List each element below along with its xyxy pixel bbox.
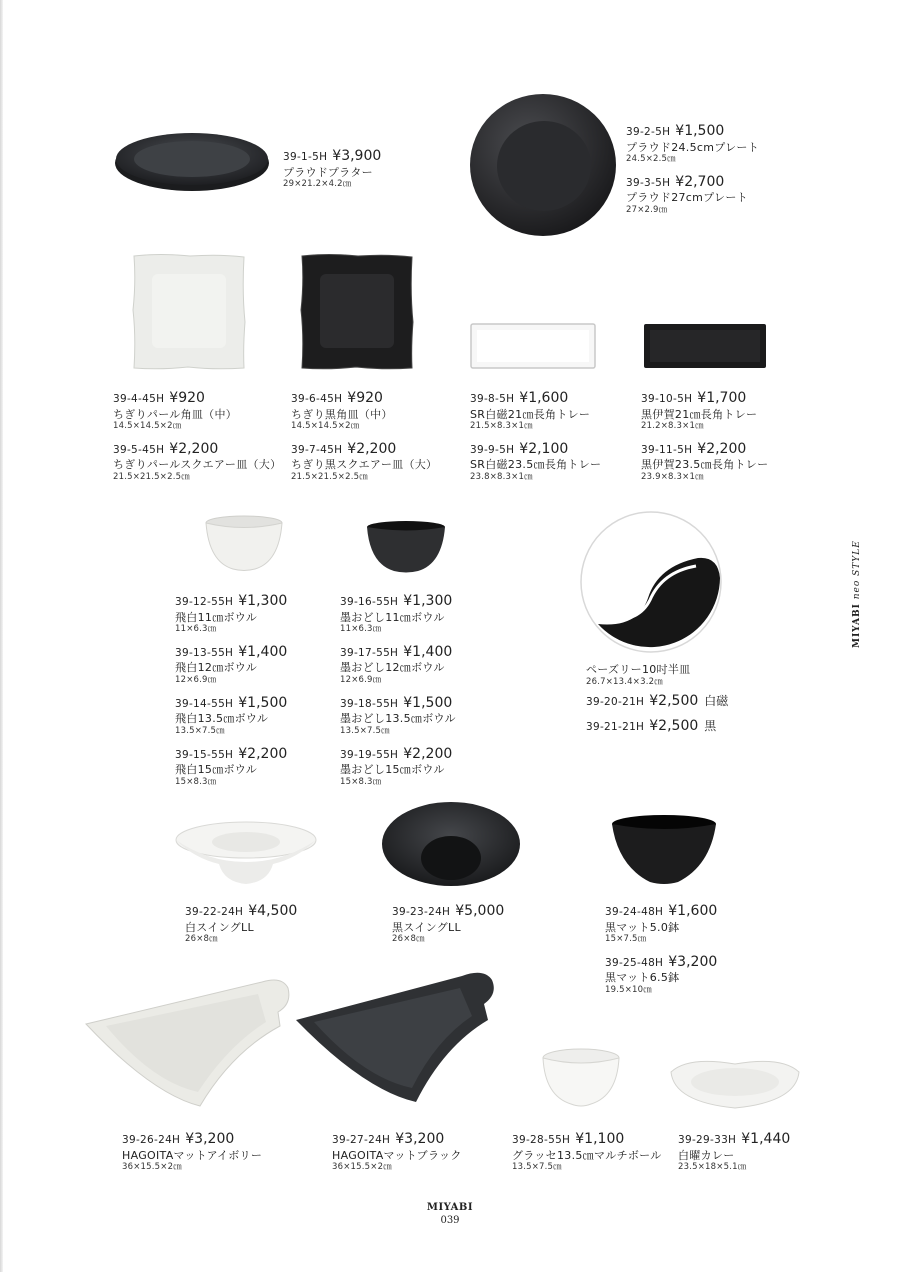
product-dimensions: 26.7×13.4×3.2㎝	[586, 676, 663, 687]
product-39-27-24H	[332, 1128, 462, 1173]
product-code: 39-17-55H	[340, 646, 399, 659]
product-price: ¥2,200	[347, 440, 397, 457]
product-code: 39-27-24H	[332, 1134, 391, 1146]
black-swing-image	[380, 800, 522, 892]
product-dimensions: 13.5×7.5㎝	[340, 726, 390, 736]
product-dimensions: 15×7.5㎝	[605, 934, 647, 945]
product-39-29-33H	[678, 1128, 790, 1173]
product-price: ¥920	[169, 390, 205, 406]
product-price: ¥1,400	[403, 643, 453, 660]
product-name: プラウド24.5cmプレート	[626, 140, 760, 154]
product-name: ちぎり黒スクエアー皿（大）	[291, 458, 438, 472]
product-code: 39-23-24H	[392, 906, 451, 918]
product-dimensions: 15×8.3㎝	[175, 776, 217, 787]
product-price: ¥2,200	[403, 745, 453, 762]
white-swing-image	[174, 818, 318, 886]
product-color: 白磁	[704, 694, 729, 709]
product-name: 白スイングLL	[185, 920, 254, 934]
paisley-half-plate-image	[578, 508, 724, 656]
product-code: 39-1-5H	[283, 151, 328, 163]
product-name: 黒マット6.5鉢	[605, 971, 680, 985]
product-price: ¥5,000	[455, 903, 505, 919]
product-code: 39-4-45H	[113, 393, 165, 405]
product-name: HAGOITAマットアイボリー	[122, 1148, 263, 1162]
product-39-23-24H	[392, 900, 504, 945]
product-code: 39-26-24H	[122, 1134, 181, 1146]
side-series-label	[852, 540, 862, 648]
product-name: グラッセ13.5㎝マルチボール	[512, 1148, 662, 1162]
product-dimensions: 21.5×21.5×2.5㎝	[113, 472, 190, 483]
product-group-proud-plates	[626, 120, 759, 216]
product-dimensions: 21.5×21.5×2.5㎝	[291, 472, 368, 483]
product-dimensions: 27×2.9㎝	[626, 205, 668, 216]
product-dimensions: 23.8×8.3×1㎝	[470, 472, 533, 483]
product-name: ちぎりパール角皿（中）	[113, 407, 238, 421]
black-matte-bowl-image	[610, 814, 718, 886]
product-group-sr-white-trays	[470, 387, 601, 483]
product-dimensions: 21.2×8.3×1㎝	[641, 421, 704, 432]
chigiri-black-square-plate-image	[298, 252, 416, 372]
product-dimensions: 23.5×18×5.1㎝	[678, 1162, 747, 1173]
product-name: 墨おどし11㎝ボウル	[340, 610, 445, 624]
product-price: ¥4,500	[248, 903, 298, 919]
product-code: 39-13-55H	[175, 646, 234, 659]
page-number: 039	[440, 1215, 460, 1226]
product-price: ¥2,700	[675, 173, 725, 190]
product-name: ペーズリー10吋半皿	[586, 663, 691, 676]
product-price: ¥3,200	[395, 1131, 445, 1147]
binding-edge	[0, 0, 3, 1272]
product-dimensions: 29×21.2×4.2㎝	[283, 179, 352, 190]
product-code: 39-2-5H	[626, 126, 671, 138]
product-name: 黒スイングLL	[392, 920, 461, 934]
product-color: 黒	[704, 718, 717, 733]
product-price: ¥1,600	[519, 390, 569, 406]
sr-white-long-tray-image	[469, 322, 597, 370]
product-code: 39-19-55H	[340, 748, 399, 761]
product-code: 39-7-45H	[291, 443, 343, 456]
product-name: 墨おどし12㎝ボウル	[340, 661, 445, 675]
product-price: ¥1,500	[238, 694, 288, 711]
product-code: 39-8-5H	[470, 393, 515, 405]
product-code: 39-24-48H	[605, 906, 664, 918]
product-name: 墨おどし13.5㎝ボウル	[340, 712, 456, 726]
product-39-22-24H	[185, 900, 297, 945]
product-name: プラウド27cmプレート	[626, 191, 748, 205]
product-group-chigiri-black	[291, 387, 437, 483]
product-dimensions: 13.5×7.5㎝	[512, 1162, 562, 1173]
product-code: 39-16-55H	[340, 596, 399, 608]
product-dimensions: 11×6.3㎝	[340, 624, 382, 635]
product-price: ¥2,100	[519, 440, 569, 457]
product-price: ¥2,200	[697, 440, 747, 457]
product-dimensions: 11×6.3㎝	[175, 624, 217, 635]
side-brand: MIYABI	[852, 603, 862, 648]
product-code: 39-18-55H	[340, 697, 399, 710]
product-group-black-matte-bowls	[605, 900, 717, 996]
product-code: 39-29-33H	[678, 1134, 737, 1146]
product-code: 39-11-5H	[641, 443, 693, 456]
product-dimensions: 21.5×8.3×1㎝	[470, 421, 533, 432]
product-dimensions: 24.5×2.5㎝	[626, 154, 676, 165]
product-name: 黒マット5.0鉢	[605, 920, 680, 934]
product-dimensions: 14.5×14.5×2㎝	[291, 421, 360, 432]
product-dimensions: 23.9×8.3×1㎝	[641, 472, 704, 483]
product-price: ¥1,700	[697, 390, 747, 406]
product-price: ¥920	[347, 390, 383, 406]
product-price: ¥1,300	[238, 593, 288, 609]
product-price: ¥1,400	[238, 643, 288, 660]
proud-platter-image	[112, 128, 272, 194]
product-dimensions: 36×15.5×2㎝	[332, 1162, 392, 1173]
product-name: 黒伊賀23.5㎝長角トレー	[641, 458, 769, 472]
product-name: 飛白11㎝ボウル	[175, 610, 258, 624]
product-name: SR白磁23.5㎝長角トレー	[470, 458, 602, 472]
footer-brand: MIYABI	[426, 1202, 474, 1213]
product-code: 39-20-21H	[586, 696, 645, 709]
proud-plate-image	[468, 92, 618, 238]
product-code: 39-12-55H	[175, 596, 234, 608]
product-dimensions: 12×6.9㎝	[175, 675, 217, 686]
product-name: 飛白15㎝ボウル	[175, 763, 258, 777]
product-dimensions: 13.5×7.5㎝	[175, 726, 225, 736]
product-name: 白曜カレー	[678, 1148, 735, 1162]
product-code: 39-14-55H	[175, 697, 234, 710]
product-group-paisley	[586, 663, 728, 735]
product-name: 飛白13.5㎝ボウル	[175, 712, 269, 726]
product-price: ¥3,200	[185, 1131, 235, 1147]
product-group-kuro-iga-trays	[641, 387, 768, 483]
product-price: ¥2,500	[649, 693, 699, 710]
product-code: 39-10-5H	[641, 393, 693, 405]
product-price: ¥2,500	[649, 717, 699, 734]
product-price: ¥1,500	[675, 123, 725, 139]
product-code: 39-15-55H	[175, 748, 234, 761]
product-price: ¥2,200	[169, 440, 219, 457]
product-group-hihaku-bowls	[175, 590, 287, 788]
product-price: ¥1,300	[403, 593, 453, 609]
hakuyo-curry-plate-image	[668, 1054, 802, 1110]
product-code: 39-25-48H	[605, 956, 664, 969]
chigiri-pearl-square-plate-image	[130, 252, 248, 372]
product-code: 39-5-45H	[113, 443, 165, 456]
product-price: ¥1,600	[668, 903, 718, 919]
hihaku-bowl-image	[203, 514, 285, 572]
product-price: ¥1,100	[575, 1131, 625, 1147]
product-code: 39-22-24H	[185, 906, 244, 918]
product-group-sumi-odoshi-bowls	[340, 590, 456, 788]
product-code: 39-3-5H	[626, 176, 671, 189]
product-price: ¥1,440	[741, 1131, 791, 1147]
hagoita-black-image	[294, 970, 506, 1104]
product-price: ¥2,200	[238, 745, 288, 762]
product-39-26-24H	[122, 1128, 262, 1173]
product-code: 39-28-55H	[512, 1134, 571, 1146]
side-series: neo STYLE	[852, 540, 862, 600]
product-name: 黒伊賀21㎝長角トレー	[641, 407, 758, 421]
product-price: ¥1,500	[403, 694, 453, 711]
glasse-multi-bowl-image	[541, 1046, 621, 1108]
product-name: ちぎりパールスクエアー皿（大）	[113, 458, 282, 472]
product-39-1-5H	[283, 145, 381, 190]
product-dimensions: 15×8.3㎝	[340, 776, 382, 787]
product-dimensions: 26×8㎝	[185, 934, 218, 945]
product-code: 39-9-5H	[470, 443, 515, 456]
product-dimensions: 19.5×10㎝	[605, 985, 652, 996]
kuro-iga-long-tray-image	[642, 322, 768, 370]
product-name: 墨おどし15㎝ボウル	[340, 763, 445, 777]
product-name: SR白磁21㎝長角トレー	[470, 407, 591, 421]
sumi-odoshi-bowl-image	[364, 520, 448, 574]
product-dimensions: 36×15.5×2㎝	[122, 1162, 182, 1173]
product-name: プラウドプラター	[283, 165, 373, 179]
product-dimensions: 14.5×14.5×2㎝	[113, 421, 182, 432]
product-group-chigiri-pearl	[113, 387, 281, 483]
product-code: 39-6-45H	[291, 393, 343, 405]
hagoita-ivory-image	[82, 974, 294, 1108]
product-name: 飛白12㎝ボウル	[175, 661, 258, 675]
product-code: 39-21-21H	[586, 720, 645, 733]
product-39-28-55H	[512, 1128, 662, 1173]
product-dimensions: 12×6.9㎝	[340, 675, 382, 686]
product-price: ¥3,200	[668, 953, 718, 970]
product-price: ¥3,900	[332, 148, 382, 164]
product-name: ちぎり黒角皿（中）	[291, 407, 393, 421]
product-name: HAGOITAマットブラック	[332, 1148, 462, 1162]
product-dimensions: 26×8㎝	[392, 934, 425, 945]
